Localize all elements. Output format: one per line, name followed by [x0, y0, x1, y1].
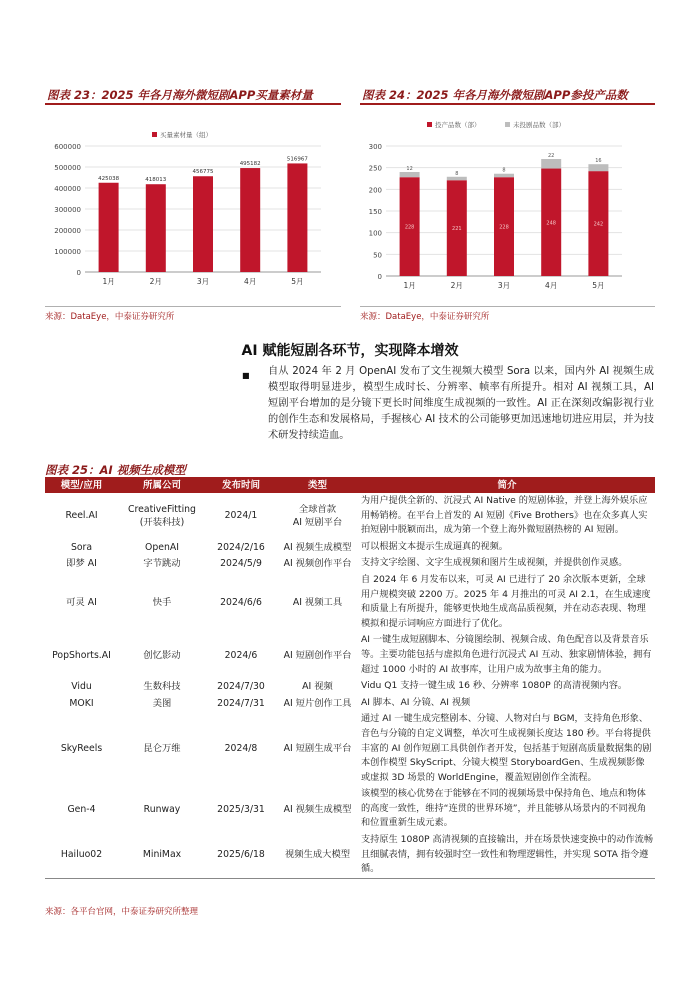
- cell-date: 2024/7/30: [217, 680, 265, 692]
- chart23-source-rule: [45, 306, 341, 307]
- cell-company: 美图: [152, 697, 172, 709]
- legend-swatch: [152, 132, 157, 137]
- chart24-plot: [360, 112, 655, 300]
- bar-segment-not-invested: [588, 164, 608, 171]
- y-tick-label: 100: [368, 229, 382, 238]
- cell-model: Hailuo02: [45, 832, 118, 878]
- cell-date: 2024/6: [224, 649, 258, 661]
- table-row: [45, 678, 655, 695]
- cell-desc: 支持原生 1080P 高清视频的直接输出，并在场景快速变换中的动作流畅且细腻表情，拥有较强时空一致性和物理逻辑性，并实现 SOTA 指令遵循。: [359, 832, 655, 878]
- header-company: 所属公司: [118, 478, 206, 493]
- y-tick-label: 0: [377, 273, 382, 281]
- cell-type: AI 视频创作平台: [283, 558, 352, 570]
- data-label: 425038: [98, 175, 120, 182]
- y-tick-label: 50: [373, 251, 382, 260]
- header-date: 发布时间: [206, 478, 276, 493]
- cell-company: CreativeFitting (开装科技): [128, 503, 196, 528]
- cell-model: Sora: [70, 541, 93, 553]
- data-label: 228: [404, 224, 415, 231]
- cell-model: Gen-4: [67, 803, 96, 815]
- bar: [240, 168, 260, 272]
- cell-model: MOKI: [69, 697, 94, 709]
- data-label: 456775: [192, 169, 214, 176]
- chart23-title: 图表 23：2025 年各月海外微短剧APP买量素材量: [45, 87, 341, 105]
- table-row: [45, 632, 655, 678]
- chart23-source: 来源：DataEye，中泰证券研究所: [45, 312, 175, 322]
- cell-type: 视频生成大模型: [276, 832, 359, 878]
- legend-swatch: [427, 122, 432, 127]
- cell-desc: AI 脚本、AI 分镜、AI 视频: [361, 696, 471, 708]
- cell-model: SkyReels: [60, 743, 103, 755]
- y-tick-label: 300: [368, 143, 382, 151]
- cell-desc: Vidu Q1 支持一键生成 16 秒、分辨率 1080P 的高清视频内容。: [361, 680, 628, 692]
- y-tick-label: 250: [368, 164, 382, 173]
- ai-video-models-table: [45, 478, 655, 879]
- bar: [146, 184, 166, 272]
- x-tick-label: 1月: [403, 281, 416, 290]
- table-row: [45, 572, 655, 632]
- cell-model: Vidu: [71, 680, 92, 692]
- data-label-top: 8: [502, 167, 506, 174]
- table25-title: 图表 25：AI 视频生成模型: [45, 463, 655, 479]
- y-tick-label: 400000: [54, 185, 81, 193]
- cell-type: AI 视频生成模型: [283, 803, 352, 815]
- cell-date: 2025/3/31: [217, 803, 265, 815]
- cell-date: 2024/1: [224, 510, 258, 522]
- chart24-source-rule: [360, 306, 655, 307]
- cell-type: 全球首款 AI 短剧平台: [292, 503, 343, 528]
- data-label-top: 12: [406, 166, 413, 172]
- cell-desc: 为用户提供全新的、沉浸式 AI Native 的短剧体验，并登上海外娱乐应用畅销榜。在平台上首发的 AI 短剧《Five Brothers》也在众多真人实拍短剧中脱颖而出，成为第一个登上海外微短剧热榜的 AI 短剧。: [361, 495, 648, 536]
- cell-company: Runway: [143, 803, 181, 815]
- data-label: 242: [593, 221, 604, 228]
- chart23-plot: [45, 112, 341, 300]
- section-heading: AI 赋能短剧各环节，实现降本增效: [241, 343, 459, 359]
- bar: [193, 176, 213, 272]
- data-label-top: 8: [455, 170, 459, 177]
- cell-type: AI 视频: [302, 680, 333, 692]
- cell-company: MiniMax: [118, 832, 206, 878]
- x-tick-label: 5月: [291, 277, 304, 286]
- cell-type: AI 短片创作工具: [283, 697, 352, 709]
- header-desc: 简介: [359, 478, 655, 493]
- header-model: 模型/应用: [45, 478, 118, 493]
- chart24-title: 图表 24：2025 年各月海外微短剧APP参投产品数: [360, 87, 655, 105]
- cell-company: OpenAI: [145, 541, 179, 553]
- cell-model: 可灵 AI: [66, 596, 97, 608]
- y-tick-label: 600000: [54, 143, 81, 151]
- bar: [99, 183, 119, 272]
- cell-company: 昆仑万维: [143, 743, 181, 755]
- section-paragraph: 自从 2024 年 2 月 OpenAI 发布了文生视频大模型 Sora 以来，国内外 AI 视频生成模型取得明显进步，模型生成时长、分辨率、帧率有所提升。相对 AI 视频工具，AI 短剧平台增加的是分镜下更长时间维度生成视频的一致性。AI 正在深刻改编影视行业的创作生态和发展格局，手握核心 AI 技术的公司能够更加迅速地切进应用层，并为技术研发持续造血。: [268, 366, 654, 441]
- x-tick-label: 5月: [592, 281, 605, 290]
- cell-desc: 可以根据文本提示生成逼真的视频。: [361, 540, 508, 552]
- y-tick-label: 150: [368, 208, 382, 216]
- data-label: 418013: [145, 177, 167, 184]
- cell-desc: 通过 AI 一键生成完整剧本、分镜、人物对白与 BGM，支持角色形象、音色与分镜的自定义调整，单次可生成视频长度达 180 秒。平台将提供丰富的 AI 创作短剧工具供创作者开发，包括基于短剧高质量数据集的剧本创作模型 SkyScript、分镜大模型 StoryboardGen、生成视频影像或虚拟 3D 场景的 WorldEngine，覆盖短剧创作全流程。: [361, 713, 652, 783]
- data-label: 248: [546, 220, 556, 227]
- chart24-source: 来源：DataEye，中泰证券研究所: [360, 312, 490, 322]
- table-row: [45, 555, 655, 572]
- data-label-top: 16: [595, 158, 602, 165]
- header-type: 类型: [276, 478, 359, 493]
- data-label-top: 22: [548, 153, 555, 159]
- cell-desc: 支持文字绘图、文字生成视频和图片生成视频，并提供创作灵感。: [361, 557, 628, 569]
- table-row: [45, 786, 655, 832]
- x-tick-label: 4月: [545, 281, 558, 290]
- y-tick-label: 200: [368, 186, 382, 195]
- table-row: [45, 711, 655, 786]
- bar: [287, 163, 307, 272]
- table-row: [45, 695, 655, 712]
- bar-segment-not-invested: [541, 159, 561, 169]
- bar-segment-not-invested: [447, 177, 467, 180]
- table25-source: 来源：各平台官网，中泰证券研究所整理: [45, 907, 199, 917]
- y-tick-label: 200000: [54, 227, 81, 235]
- data-label: 516967: [286, 156, 308, 163]
- x-tick-label: 4月: [244, 277, 257, 286]
- x-tick-label: 2月: [450, 281, 463, 290]
- cell-date: 2024/7/31: [217, 697, 265, 709]
- table-header-row: [45, 478, 655, 493]
- cell-type: AI 短剧创作平台: [283, 649, 352, 661]
- cell-company: 生数科技: [143, 680, 181, 692]
- bullet-icon: ■: [242, 371, 250, 380]
- bar-segment-not-invested: [400, 172, 420, 177]
- cell-desc: 自 2024 年 6 月发布以来，可灵 AI 已进行了 20 余次版本更新，全球用户规模突破 2200 万。2025 年 4 月推出的可灵 AI 2.1，在生成速度和质量上有所提升，能够更快地生成高品质视频，并在动态表现、物理模拟和提示词响应方面进行了优化。: [361, 573, 651, 629]
- cell-model: 即梦 AI: [66, 558, 97, 570]
- legend-label: 投产品数（部）: [435, 121, 481, 129]
- cell-date: 2024/8: [224, 743, 258, 755]
- y-tick-label: 300000: [54, 206, 81, 214]
- table-row: [45, 493, 655, 539]
- legend-label: 买量素材量（组）: [160, 131, 212, 139]
- cell-company: 字节跳动: [143, 558, 181, 570]
- cell-model: PopShorts.AI: [52, 649, 111, 661]
- cell-company: 创忆影动: [143, 649, 181, 661]
- table-row: [45, 539, 655, 556]
- y-tick-label: 500000: [54, 164, 81, 172]
- cell-type: AI 视频工具: [292, 596, 343, 608]
- table-row: [45, 832, 655, 878]
- data-label: 495182: [239, 161, 261, 168]
- cell-type: AI 短剧生成平台: [283, 743, 352, 755]
- x-tick-label: 3月: [497, 281, 511, 290]
- cell-desc: AI 一键生成短剧脚本、分镜图绘制、视频合成、角色配音以及背景音乐等。主要功能包括与虚拟角色进行沉浸式 AI 互动、独家剧情体验，拥有超过 1000 小时的 AI 故事库，让用户成为故事主角的能力。: [361, 634, 652, 675]
- cell-date: 2024/6/6: [220, 596, 262, 608]
- cell-date: 2024/5/9: [220, 558, 262, 570]
- cell-date: 2024/2/16: [217, 541, 265, 553]
- bar-segment-not-invested: [494, 174, 514, 177]
- x-tick-label: 3月: [196, 277, 210, 286]
- legend-label: 未投剧品数（部）: [513, 121, 565, 129]
- y-tick-label: 0: [76, 269, 81, 277]
- data-label: 228: [499, 224, 509, 231]
- cell-model: Reel.AI: [65, 510, 98, 522]
- x-tick-label: 1月: [102, 277, 115, 286]
- legend-swatch: [505, 122, 510, 127]
- x-tick-label: 2月: [149, 277, 162, 286]
- cell-type: AI 视频生成模型: [283, 541, 352, 553]
- cell-desc: 该模型的核心优势在于能够在不同的视频场景中保持角色、地点和物体的高度一致性，维持“连贯的世界环境”，并且能够从场景内的不同视角和位置重新生成元素。: [361, 788, 647, 829]
- data-label: 221: [452, 226, 462, 233]
- y-tick-label: 100000: [54, 248, 81, 256]
- cell-date: 2025/6/18: [206, 832, 276, 878]
- cell-company: 快手: [152, 596, 172, 608]
